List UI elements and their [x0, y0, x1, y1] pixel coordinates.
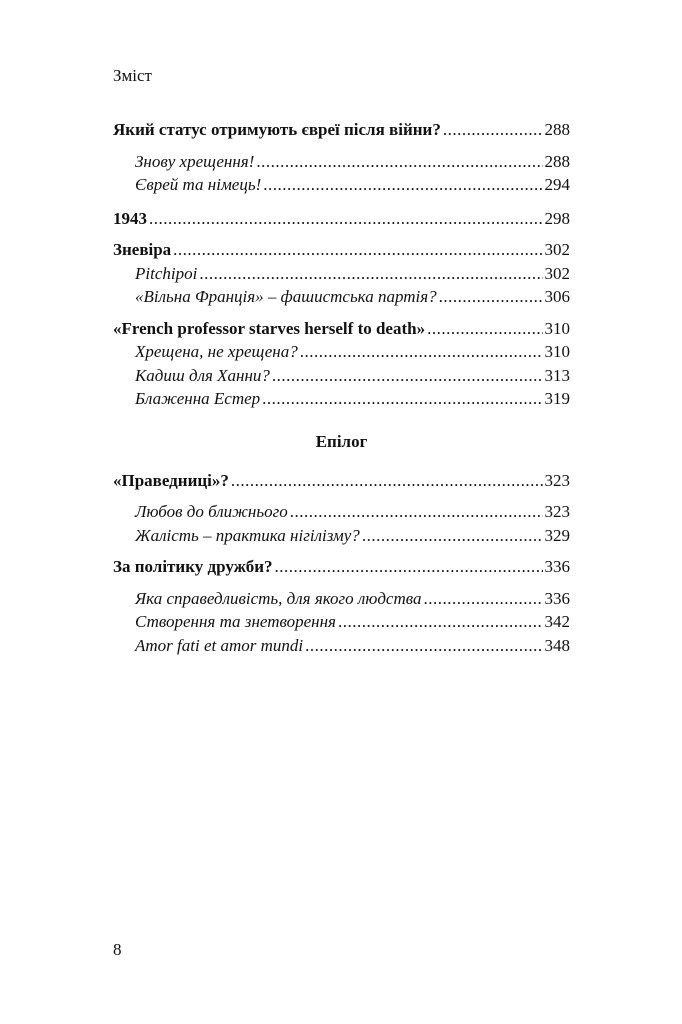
- toc-section-title: «Вільна Франція» – фашистська партія?: [135, 287, 437, 306]
- toc-section-entry: [113, 610, 570, 634]
- toc-section-title: Pitchipoi: [135, 263, 198, 283]
- toc-section-entry: [113, 500, 570, 524]
- toc-leader-dots: [272, 364, 543, 388]
- toc-section-entry: [113, 587, 570, 611]
- toc-chapter-title: Який статус отримують євреї після війни?: [113, 120, 441, 139]
- running-head: Зміст: [113, 66, 152, 85]
- toc-page-number: 298: [544, 208, 570, 228]
- toc-leader-dots: [290, 500, 543, 524]
- toc-leader-dots: [439, 285, 543, 309]
- toc-leader-dots: [443, 118, 543, 142]
- toc-section-entry: [113, 150, 570, 174]
- toc-page-number: 294: [544, 175, 570, 194]
- toc-section-title: Кадиш для Ханни?: [135, 365, 270, 385]
- toc-section-entry: [113, 634, 570, 658]
- toc-chapter-entry: [113, 317, 570, 341]
- toc-page-number: 342: [544, 612, 570, 631]
- toc-section-entry: [113, 387, 570, 411]
- toc-page-number: 302: [544, 240, 570, 259]
- toc-section-title: Блаженна Естер: [135, 389, 261, 408]
- toc-section-entry: [113, 364, 570, 388]
- toc-page-number: 336: [544, 557, 570, 576]
- toc-section-entry: [113, 524, 570, 548]
- toc-section-title: Яка справедливість, для якого людства: [135, 588, 422, 608]
- toc-section-title: Любов до ближнього: [135, 502, 288, 521]
- toc-section-entry: [113, 340, 570, 364]
- section-title: Епілог: [315, 431, 368, 451]
- toc-chapter-title: «French professor starves herself to death»: [113, 318, 426, 338]
- toc-leader-dots: [275, 555, 543, 579]
- toc-section-title: Єврей та німець!: [135, 175, 262, 194]
- toc-chapter-title: Зневіра: [113, 240, 172, 259]
- toc-page-number: 310: [544, 318, 570, 338]
- toc-page-number: 302: [544, 263, 570, 283]
- toc-chapter-title: 1943: [113, 208, 147, 228]
- toc-section-entry: [113, 173, 570, 197]
- toc-leader-dots: [263, 173, 542, 197]
- toc-leader-dots: [231, 469, 543, 493]
- toc-page-number: 323: [544, 470, 570, 490]
- toc-page-number: 288: [544, 151, 570, 171]
- toc-leader-dots: [149, 207, 543, 231]
- toc-chapter-title: За політику дружби?: [113, 557, 273, 576]
- toc-leader-dots: [305, 634, 542, 658]
- toc-leader-dots: [424, 587, 543, 611]
- toc-leader-dots: [262, 387, 542, 411]
- toc-chapter-entry: [113, 118, 570, 142]
- toc-section-title: Жалість – практика нігілізму?: [135, 525, 360, 545]
- toc-page-number: 348: [544, 635, 570, 655]
- toc-chapter-entry: [113, 469, 570, 493]
- toc-chapter-entry: [113, 207, 570, 231]
- toc-section-entry: [113, 262, 570, 286]
- toc-section-title: Amor fati et amor mundi: [135, 635, 304, 655]
- toc-page-number: 336: [544, 588, 570, 608]
- toc-leader-dots: [362, 524, 543, 548]
- toc-leader-dots: [173, 238, 542, 262]
- toc-leader-dots: [338, 610, 543, 634]
- toc-page-number: 306: [544, 287, 570, 306]
- toc-chapter-entry: [113, 238, 570, 262]
- toc-page-number: 313: [544, 365, 570, 385]
- toc-page-number: 310: [544, 342, 570, 361]
- toc-page-number: 319: [544, 389, 570, 408]
- toc-page-number: 288: [544, 120, 570, 139]
- toc-leader-dots: [256, 150, 542, 174]
- toc-leader-dots: [427, 317, 542, 341]
- toc-page-number: 323: [544, 502, 570, 521]
- toc-chapter-entry: [113, 555, 570, 579]
- toc-section-title: Створення та знетворення: [135, 612, 336, 631]
- table-of-contents: [113, 118, 570, 657]
- toc-section-title: Хрещена, не хрещена?: [135, 342, 298, 361]
- toc-leader-dots: [300, 340, 543, 364]
- toc-section-title: Знову хрещення!: [135, 151, 255, 171]
- toc-chapter-title: «Праведниці»?: [113, 470, 229, 490]
- toc-section-entry: [113, 285, 570, 309]
- page-number: 8: [113, 940, 122, 959]
- toc-page-number: 329: [544, 525, 570, 545]
- toc-leader-dots: [199, 262, 542, 286]
